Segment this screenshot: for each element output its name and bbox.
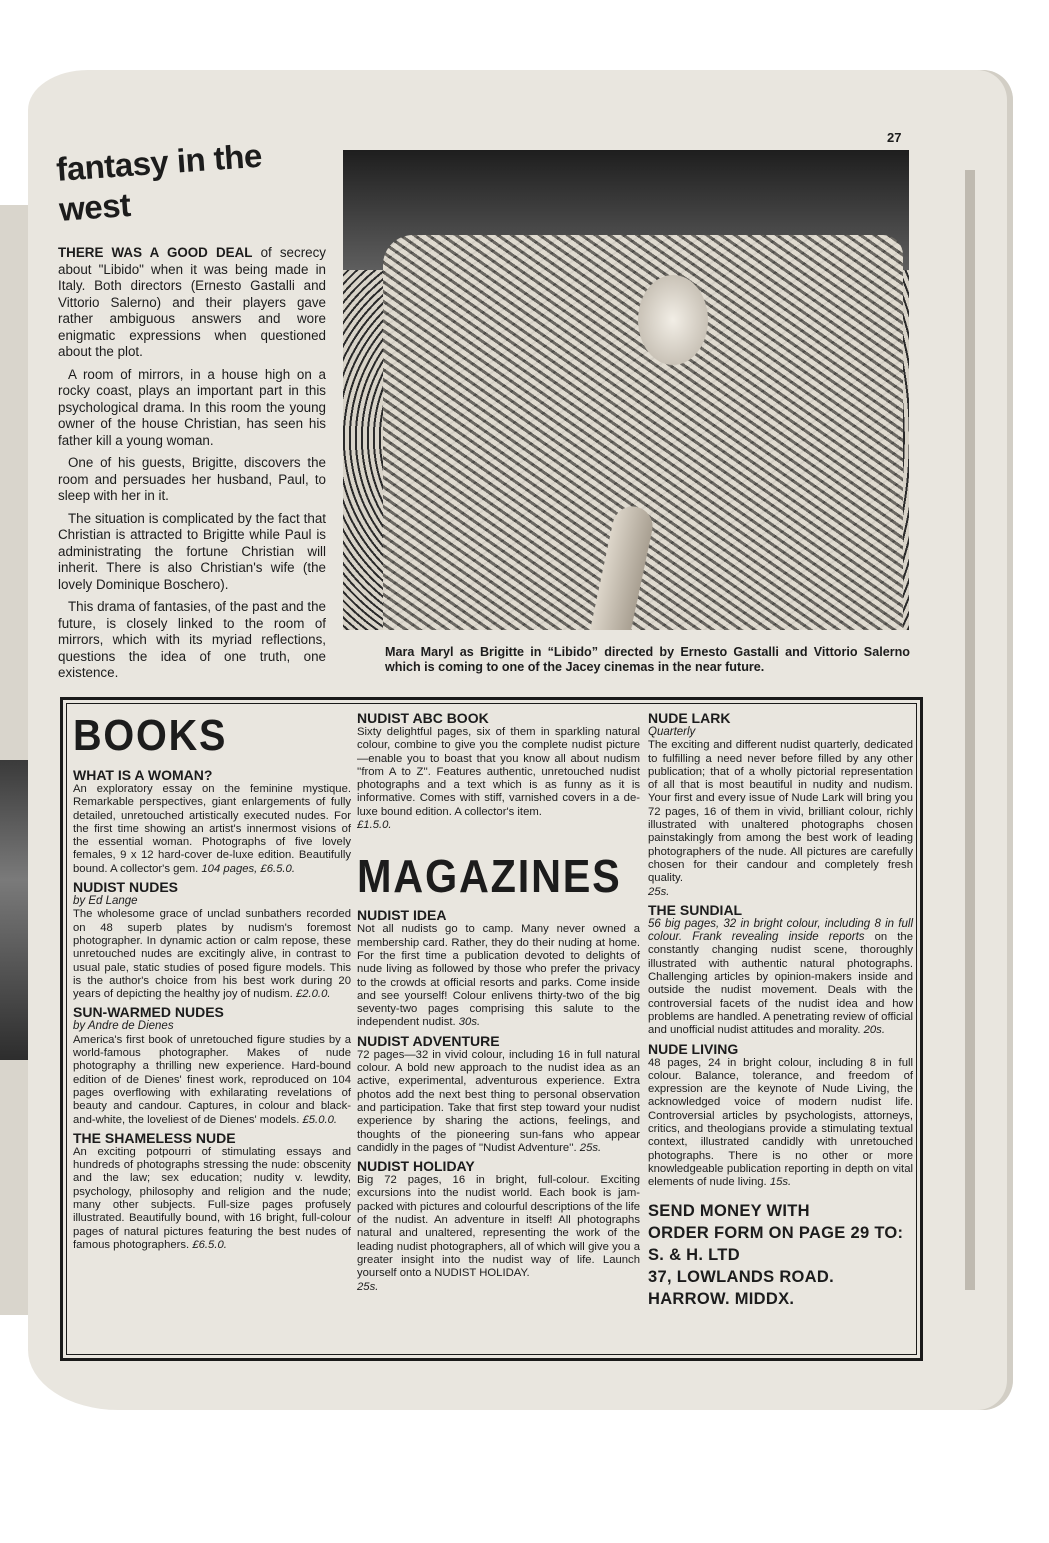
book-description: Sixty delightful pages, six of them in sparkling natural colour, combine to give you the complete nudist picture—enable you to boast that you know all about nudism ''from A to Z''. Features authentic, unretouched nudist photographs and a text which is as funny as it is informative. Comes with stiff, varnished covers in a de-luxe bound edition. A collector's item. bbox=[357, 726, 640, 818]
magazine-title: NUDE LARK bbox=[648, 710, 731, 726]
page-number: 27 bbox=[887, 130, 902, 145]
book-byline: by Andre de Dienes bbox=[73, 1020, 174, 1033]
magazine-description: Not all nudists go to camp. Many never owned a membership card. Rather, they do their nuding at home. For the first time a publication devoted to delights of nude living as followed by those who prefer the privacy to the crowds at official resorts and parks. Come inside and see yourself! Colour enlivens thirty-two of the big seventy-two pages comprising this salute to the independent nudist. bbox=[357, 923, 640, 1029]
article-paragraph: A room of mirrors, in a house high on a rocky coast, plays an important part in this psychological drama. In this room the young owner of the house Christian, has seen his father kill a young woman. bbox=[58, 366, 326, 448]
article-paragraph: The situation is complicated by the fact that Christian is attracted to Brigitte while Paul is administrating the fortune Christian will inherit. There is also Christian's wife (the lovely Dominique Boschero). bbox=[58, 510, 326, 592]
photo-caption: Mara Maryl as Brigitte in “Libido” directed by Ernesto Gastalli and Vittorio Salerno which is coming to one of the Jacey cinemas in the near future. bbox=[385, 645, 910, 674]
order-line: SEND MONEY WITH bbox=[648, 1201, 810, 1220]
books-heading: BOOKS bbox=[73, 711, 228, 760]
film-still-photo bbox=[343, 150, 909, 630]
article-paragraph: One of his guests, Brigitte, discovers the room and persuades her husband, Paul, to sleep with her in it. bbox=[58, 455, 326, 503]
order-address: HARROW. MIDDX. bbox=[648, 1289, 795, 1308]
magazine-title: NUDE LIVING bbox=[648, 1040, 739, 1057]
book-item bbox=[73, 768, 351, 876]
magazine-description: on the constantly changing nudist scene, thoroughly illustrated with authentic natural photographs. Challenging articles by opinion-makers inside and outside the nudist movement. Deals with the controversial facets of the nudist idea and how problems are handled. A penetrating review of official and unofficial nudist attitudes and morality. bbox=[648, 931, 913, 1037]
magazine-byline: 56 big pages, 32 in bright colour, including 8 in full colour. Frank revealing inside reports bbox=[648, 917, 913, 944]
magazine-price: 20s. bbox=[863, 1024, 885, 1037]
magazine-price: 15s. bbox=[769, 1176, 792, 1189]
magazine-item bbox=[357, 908, 640, 1029]
magazine-title: NUDIST ADVENTURE bbox=[357, 1032, 500, 1049]
book-item bbox=[73, 880, 351, 1001]
magazine-byline: Quarterly bbox=[648, 726, 696, 738]
magazine-description: Big 72 pages, 16 in bright, full-colour. Exciting excursions into the nudist world. Each book is jam-packed with pictures and colourful descriptions of the life of the nudist. An adventure in itself! All photographs natural and unaltered, representing the work of the leading nudist photographers, all of which will give you a greater insight into the nudist way of life. Launch yourself onto a NUDIST HOLIDAY. bbox=[357, 1174, 640, 1280]
lead-caps: THERE WAS A GOOD DEAL bbox=[58, 245, 253, 260]
magazine-item bbox=[357, 1159, 640, 1294]
article-headline: fantasy in the west bbox=[55, 136, 263, 228]
magazine-title: THE SUNDIAL bbox=[648, 901, 743, 918]
photo-bed bbox=[383, 235, 903, 630]
magazine-price: 30s. bbox=[458, 1016, 481, 1029]
mail-order-advertisement bbox=[60, 697, 923, 1361]
book-title: NUDIST NUDES bbox=[73, 879, 179, 896]
book-description: America's first book of unretouched figure studies by a world-famous photographer. Makes of nude photography a thrilling new experience. Hard-bound edition of de Dienes' finest work, reproduced on 104 pages overflowing with exhilarating revelations of beauty and candour. Captures, in colour and black-and-white, the loveliest of de Dienes' models. bbox=[73, 1033, 351, 1126]
book-byline: by Ed Lange bbox=[73, 895, 138, 908]
book-price: £2.0.0. bbox=[295, 988, 331, 1001]
magazine-description: 72 pages—32 in vivid colour, including 16 in full natural colour. A bold new approach to the nudist idea as an active, experimental, adventurous experience. Extra photos add the next best thing to personal observation and participation. Take that first step toward your nudist experience by sharing the actions, feelings, and thoughts of the pioneering sun-fans who appear candidly in the pages of ''Nudist Adventure''. bbox=[357, 1048, 640, 1154]
book-description: An exciting potpourri of stimulating essays and hundreds of photographs stressing the nude: obscenity and the law; sex education; nudity v. lewdity, psychology, philosophy and religion and the nude; many other subjects. Full-size pages profusely illustrated. Beautifully bound, with 16 bright, full-colour pages of natural pictures featuring the best nudes of famous photographers. bbox=[73, 1145, 351, 1251]
ad-column-right bbox=[648, 708, 913, 1310]
magazine-title: NUDIST IDEA bbox=[357, 907, 447, 924]
magazine-price: 25s. bbox=[357, 1280, 379, 1293]
article-paragraph: This drama of fantasies, of the past and the future, is closely linked to the room of mirrors, which with its myriad reflections, questions the idea of one truth, one existence. bbox=[58, 599, 326, 680]
book-description: An exploratory essay on the feminine mystique. Remarkable perspectives, giant enlargements of fully detailed, unretouched artistically executed nudes. For the first time showing an artist's innermost visions of the essential woman. Photographs of five lovely females, 9 x 12 hard-cover de-luxe edition. Beautifully bound. A collector's gem. bbox=[73, 783, 351, 875]
book-description: The wholesome grace of unclad sunbathers recorded on 48 superb plates by nudism's foremost photographer. In dynamic action or calm repose, these unretouched nudes are excitingly alive, in contrast to usual pale, static studies of posed figure models. This is the author's choice from his best work during 20 years of depicting the healthy joy of nudism. bbox=[73, 908, 351, 1001]
order-address: 37, LOWLANDS ROAD. bbox=[648, 1267, 834, 1286]
book-title: THE SHAMELESS NUDE bbox=[73, 1129, 236, 1146]
magazine-title: NUDIST HOLIDAY bbox=[357, 1158, 475, 1175]
book-price: £5.0.0. bbox=[302, 1113, 338, 1126]
ad-column-middle bbox=[357, 708, 640, 1298]
magazine-item bbox=[357, 1034, 640, 1155]
ad-column-books bbox=[73, 708, 351, 1256]
magazine-description: 48 pages, 24 in bright colour, including 8 in full colour. Balance, tolerance, and freedom of expression are the keynote of Nude Living, the acknowledged voice of modern nudist life. Controversial articles by psychologists, attorneys, critics, and theologians provide a stimulating textual context, illustrated candidly with unretouched photographs. There is no other or more knowledgeable publication reporting in depth on vital elements of nude living. bbox=[648, 1056, 913, 1189]
magazines-heading: MAGAZINES bbox=[357, 850, 622, 903]
book-price: £1.5.0. bbox=[357, 819, 392, 832]
magazine-item bbox=[648, 711, 913, 899]
article-body bbox=[58, 245, 326, 688]
book-title: NUDIST ABC BOOK bbox=[357, 710, 489, 726]
order-company: S. & H. LTD bbox=[648, 1245, 740, 1264]
article-paragraph: THERE WAS A GOOD DEAL of secrecy about "Libido" when it was being made in Italy. Both directors (Ernesto Gastalli and Vittorio Salerno) and their players gave rather ambiguous answers and wore enigmatic expressions when questioned about the plot. bbox=[58, 245, 326, 359]
page-stack-edge bbox=[965, 170, 975, 1290]
magazine-description: The exciting and different nudist quarterly, dedicated to fulfilling a need never before filled by any other publication; that of a wholly pictorial representation of all that is most beautiful in nudity and nudism. Your first and every issue of Nude Lark will bring you 72 pages, 16 of them in vivid, brilliant colour, richly illustrated with unaltered photographs chosen painstakingly from among the best work of leading photographers of the nude. All pictures are carefully chosen for their candour and completely fresh quality. bbox=[648, 739, 913, 885]
order-line: ORDER FORM ON PAGE 29 TO: bbox=[648, 1223, 904, 1242]
order-instructions bbox=[648, 1200, 913, 1310]
photo-figure-head bbox=[638, 275, 708, 365]
magazine-price: 25s. bbox=[648, 885, 670, 898]
magazine-item bbox=[648, 903, 913, 1038]
book-price: 104 pages, £6.5.0. bbox=[201, 862, 295, 875]
magazine-item bbox=[648, 1042, 913, 1190]
book-item bbox=[73, 1005, 351, 1126]
book-item bbox=[357, 711, 640, 832]
book-price: £6.5.0. bbox=[192, 1238, 227, 1251]
book-title: WHAT IS A WOMAN? bbox=[73, 767, 213, 783]
previous-page-photo-strip bbox=[0, 760, 28, 1060]
magazine-price: 25s. bbox=[579, 1141, 602, 1154]
book-item bbox=[73, 1131, 351, 1252]
book-title: SUN-WARMED NUDES bbox=[73, 1004, 224, 1021]
photo-figure-legs bbox=[580, 503, 657, 630]
